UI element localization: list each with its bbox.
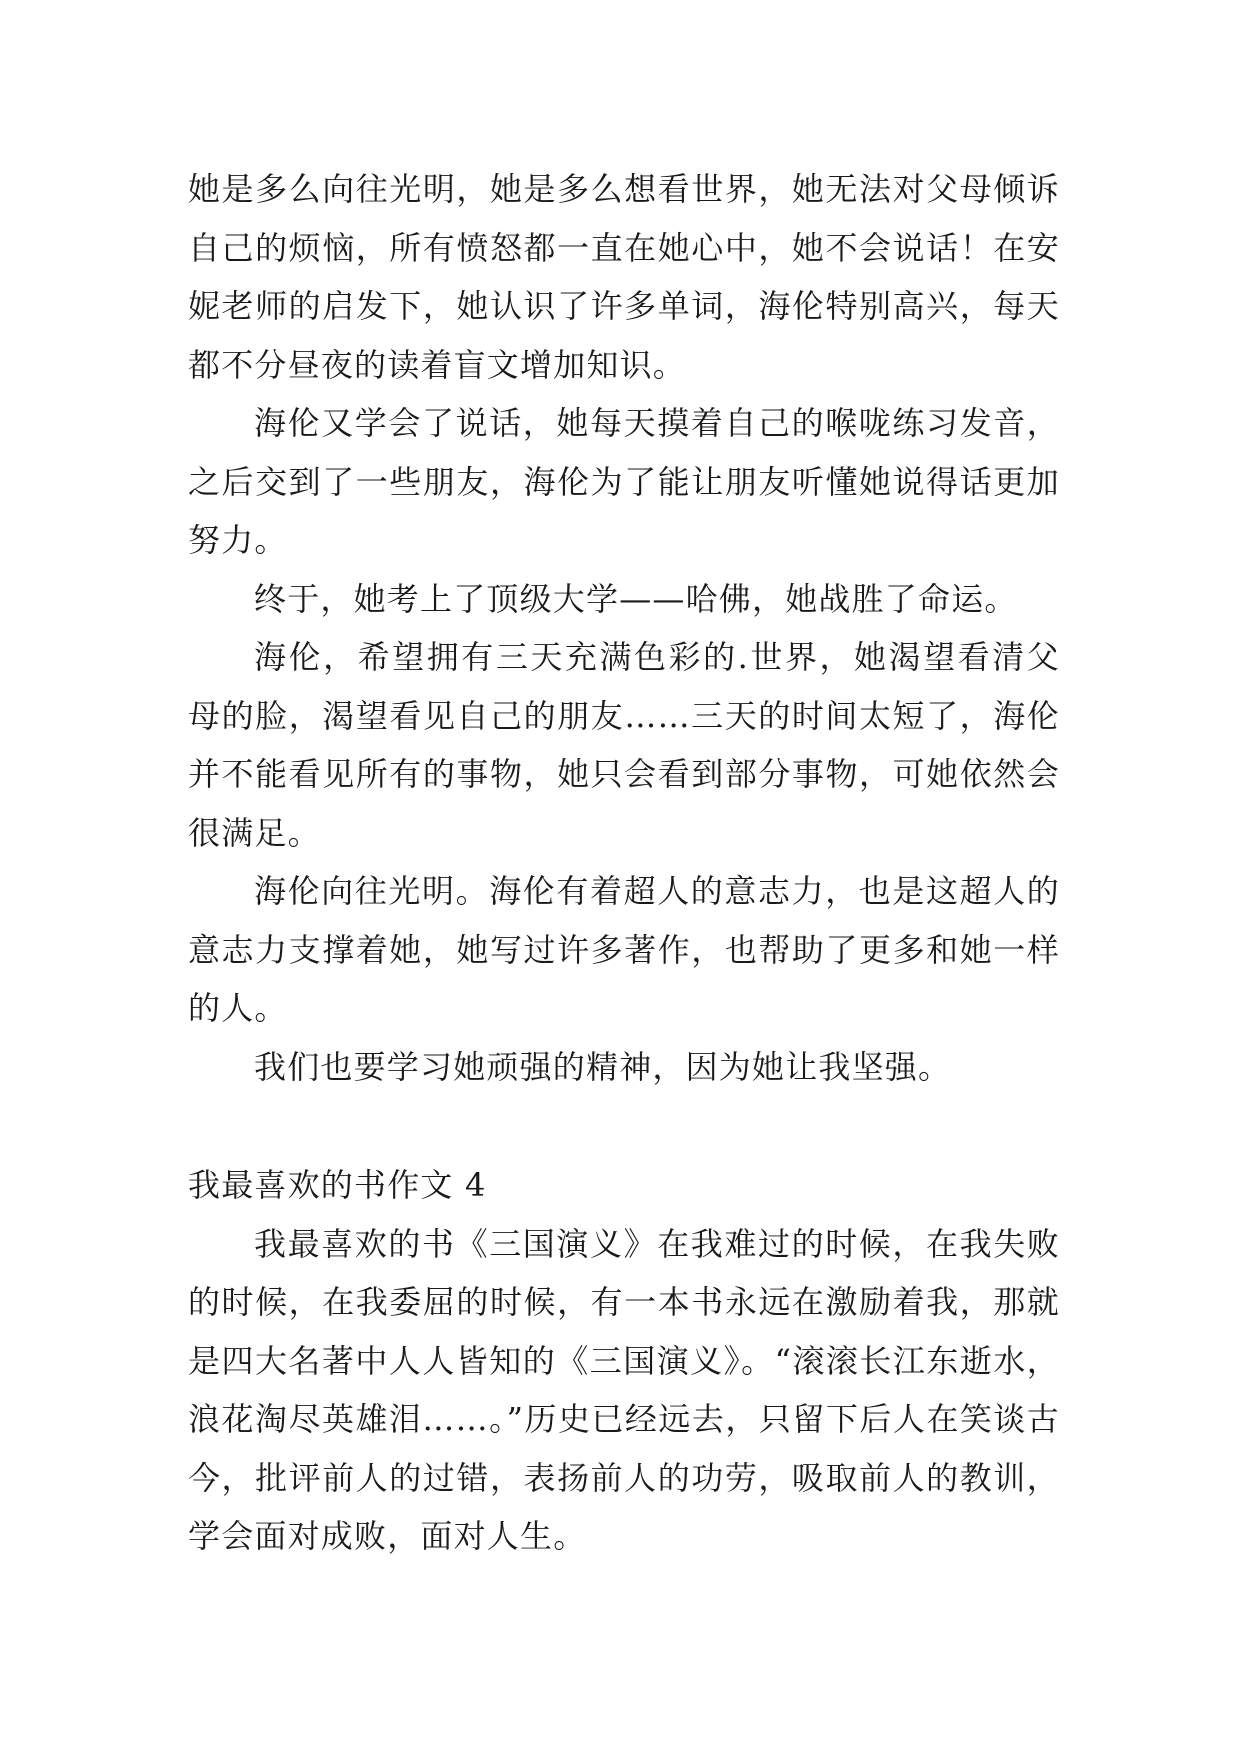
paragraph-7: 我最喜欢的书《三国演义》在我难过的时候，在我失败的时候，在我委屈的时候，有一本书永远在激励着我，那就是四大名著中人人皆知的《三国演义》。“滚滚长江东逝水，浪花淘尽英雄泪……。”历史已经远去，只留下后人在笑谈古今，批评前人的过错，表扬前人的功劳，吸取前人的教训，学会面对成败，面对人生。 [188, 1224, 1060, 1555]
paragraph-3: 终于，她考上了顶级大学——哈佛，她战胜了命运。 [254, 579, 1018, 618]
section-heading: 我最喜欢的书作文 4 [188, 1166, 487, 1204]
paragraph-4: 海伦，希望拥有三天充满色彩的.世界，她渴望看清父母的脸，渴望看见自己的朋友……三天的时间太短了，海伦并不能看见所有的事物，她只会看到部分事物，可她依然会很满足。 [188, 638, 1060, 852]
paragraph-5: 海伦向往光明。海伦有着超人的意志力，也是这超人的意志力支撑着她，她写过许多著作，也帮助了更多和她一样的人。 [188, 872, 1060, 1027]
document-page [188, 160, 1060, 1566]
paragraph-1: 她是多么向往光明，她是多么想看世界，她无法对父母倾诉自己的烦恼，所有愤怒都一直在她心中，她不会说话！在安妮老师的启发下，她认识了许多单词，海伦特别高兴，每天都不分昼夜的读着盲文增加知识。 [188, 170, 1060, 384]
paragraph-2: 海伦又学会了说话，她每天摸着自己的喉咙练习发音，之后交到了一些朋友，海伦为了能让朋友听懂她说得话更加努力。 [188, 404, 1060, 559]
paragraph-6: 我们也要学习她顽强的精神，因为她让我坚强。 [254, 1047, 952, 1086]
